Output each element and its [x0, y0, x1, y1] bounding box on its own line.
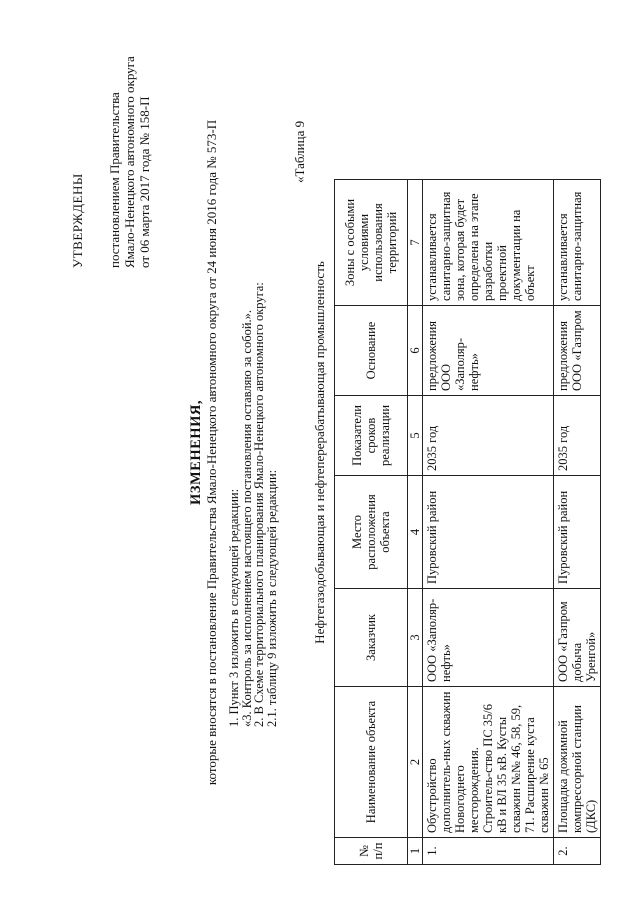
- amendment-point: 2. В Схеме территориального планирования Ямало-Ненецкого автономного округа:: [252, 282, 267, 727]
- term: 2035 год: [423, 396, 554, 476]
- customer: ООО «Заполяр-нефть»: [423, 589, 554, 687]
- header-cell: Заказчик: [335, 589, 408, 687]
- column-number: 7: [408, 180, 423, 306]
- amendment-point: 1. Пункт 3 изложить в следующей редакции:: [227, 488, 241, 727]
- zones: устанавливается санитарно-защитная: [554, 180, 601, 306]
- column-number: 6: [408, 306, 423, 396]
- table-row: [423, 180, 554, 865]
- column-number: 3: [408, 589, 423, 687]
- customer: ООО «Газпром добыча Уренгой»: [554, 589, 601, 687]
- amendment-point: 2.1. таблицу 9 изложить в следующей редакции:: [264, 469, 279, 727]
- table-header-row: [335, 180, 408, 865]
- approval-line: от 06 марта 2017 года № 158-П: [137, 96, 152, 268]
- column-number: 5: [408, 396, 423, 476]
- column-number: 4: [408, 476, 423, 589]
- location: Пуровский район: [554, 476, 601, 589]
- row-number: 2.: [554, 838, 601, 865]
- sector-heading: Нефтегазодобывающая и нефтеперерабатывающая промышленность: [312, 261, 327, 644]
- object-name: Обустройство дополнитель-ных скважин Новогоднего месторождения. Строитель-ство ПС 35/6 кВ и ВЛ 35 кВ. Кусты скважин №№ 46, 58, 59, 71. Расширение куста скважин № 65: [423, 687, 554, 838]
- column-number: 1: [408, 838, 423, 865]
- column-number-row: [408, 180, 423, 865]
- zones: устанавливается санитарно-защитная зона, которая будет определена на этапе разработки проектной документации на объект: [423, 180, 554, 306]
- term: 2035 год: [554, 396, 601, 476]
- header-cell: № п/п: [335, 838, 408, 865]
- document-title: ИЗМЕНЕНИЯ,: [188, 400, 204, 505]
- table-label: «Таблица 9: [292, 120, 307, 183]
- approval-stamp: [70, 18, 152, 268]
- location: Пуровский район: [423, 476, 554, 589]
- approval-line: постановлением Правительства: [107, 92, 122, 268]
- column-number: 2: [408, 687, 423, 838]
- table-row: [554, 180, 601, 865]
- document-subtitle: которые вносятся в постановление Правительства Ямало-Ненецкого автономного округа от 24 июня 2016 года № 573-П: [204, 119, 219, 786]
- header-cell: Показатели сроков реализации: [335, 396, 408, 476]
- header-cell: Основание: [335, 306, 408, 396]
- row-number: 1.: [423, 838, 554, 865]
- header-cell: Зоны с особыми условиями использования территорий: [335, 180, 408, 306]
- approval-heading: УТВЕРЖДЕНЫ: [70, 173, 85, 268]
- object-name: Площадка дожимной компрессорной станции (ДКС): [554, 687, 601, 838]
- amendment-point: «3. Контроль за исполнением настоящего постановления оставляю за собой.».: [239, 309, 254, 727]
- amendment-points: [228, 282, 278, 727]
- basis: предложения ООО «Газпром: [554, 306, 601, 396]
- objects-table: [334, 179, 601, 865]
- header-cell: Наименование объекта: [335, 687, 408, 838]
- basis: предложения ООО «Заполяр-нефть»: [423, 306, 554, 396]
- header-cell: Место расположения объекта: [335, 476, 408, 589]
- approval-line: Ямало-Ненецкого автономного округа: [122, 56, 137, 268]
